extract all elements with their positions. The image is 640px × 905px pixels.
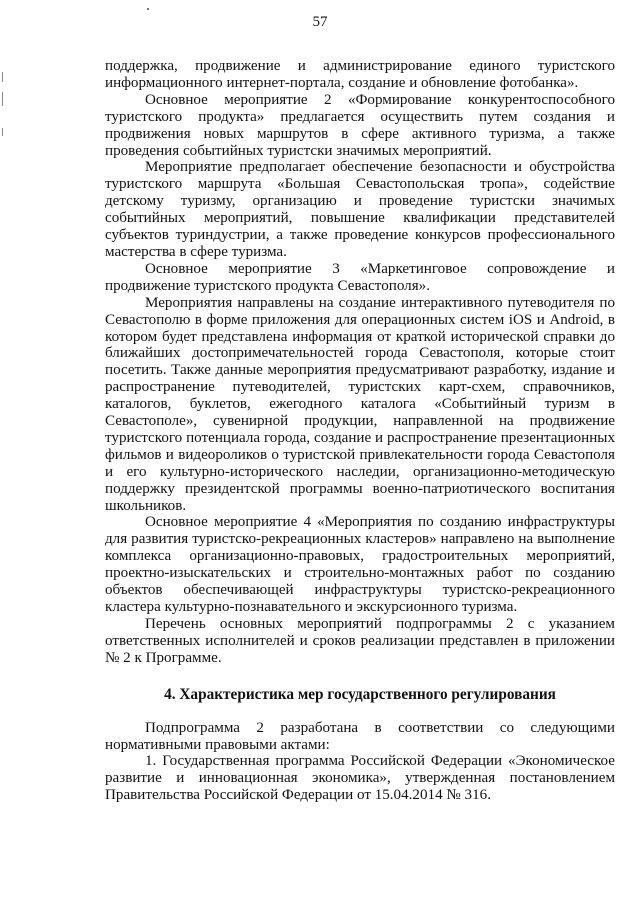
- paragraph: Основное мероприятие 4 «Мероприятия по созданию инфраструктуры для развития туристско-рекреационных кластеров» направлено на выполнение комплекса организационно-правовых, градостроительных мероприятий, проектно-изыскательских и строительно-монтажных работ по созданию объектов обеспечивающей инфраструктуры туристско-рекреационного кластера культурно-познавательного и экскурсионного туризма.: [105, 514, 615, 615]
- scan-artifact-mark: [2, 72, 3, 82]
- section-heading: 4. Характеристика мер государственного регулирования: [164, 685, 556, 703]
- paragraph: Основное мероприятие 2 «Формирование конкурентоспособного туристского продукта» предлагается осуществить путем создания и продвижения новых маршрутов в сфере активного туризма, а также проведения событийных туристски значимых мероприятий.: [105, 91, 615, 159]
- paragraph: Подпрограмма 2 разработана в соответствии со следующими нормативными правовыми актами:: [105, 719, 615, 753]
- paragraph: 1. Государственная программа Российской Федерации «Экономическое развитие и инновационная экономика», утвержденная постановлением Правительства Российской Федерации от 15.04.2014 № 316.: [105, 753, 615, 804]
- paragraph: Перечень основных мероприятий подпрограммы 2 с указанием ответственных исполнителей и сроков реализации представлен в приложении № 2 к Программе.: [105, 615, 615, 666]
- scan-artifact-mark: [2, 92, 3, 106]
- scan-artifact-dot: [147, 8, 149, 10]
- paragraph: Основное мероприятие 3 «Маркетинговое сопровождение и продвижение туристского продукта Севастополя».: [105, 260, 615, 294]
- document-body: [105, 58, 615, 804]
- scan-artifact-mark: [2, 128, 3, 136]
- paragraph: Мероприятия направлены на создание интерактивного путеводителя по Севастополю в форме приложения для операционных систем iOS и Android, в котором будет представлена информация от краткой исторической справки до ближайших достопримечательностей города Севастополя, которые стоит посетить. Также данные мероприятия предусматривают разработку, издание и распространение путеводителей, туристских карт-схем, справочников, каталогов, буклетов, ежегодного каталога «Событийный туризм в Севастополе», сувенирной продукции, направленной на продвижение туристского потенциала города, создание и распространение презентационных фильмов и видеороликов о туристской привлекательности города Севастополя и его культурно-исторического наследии, организационно-методическую поддержку президентской программы военно-патриотического воспитания школьников.: [105, 294, 615, 514]
- paragraph: поддержка, продвижение и администрирование единого туристского информационного интернет-портала, создание и обновление фотобанка».: [105, 58, 615, 91]
- page-number: 57: [312, 14, 328, 30]
- paragraph: Мероприятие предполагает обеспечение безопасности и обустройства туристского маршрута «Большая Севастопольская тропа», содействие детскому туризму, организацию и проведение туристски значимых событийных мероприятий, повышение квалификации представителей субъектов туриндустрии, а также проведение конкурсов профессионального мастерства в сфере туризма.: [105, 159, 615, 260]
